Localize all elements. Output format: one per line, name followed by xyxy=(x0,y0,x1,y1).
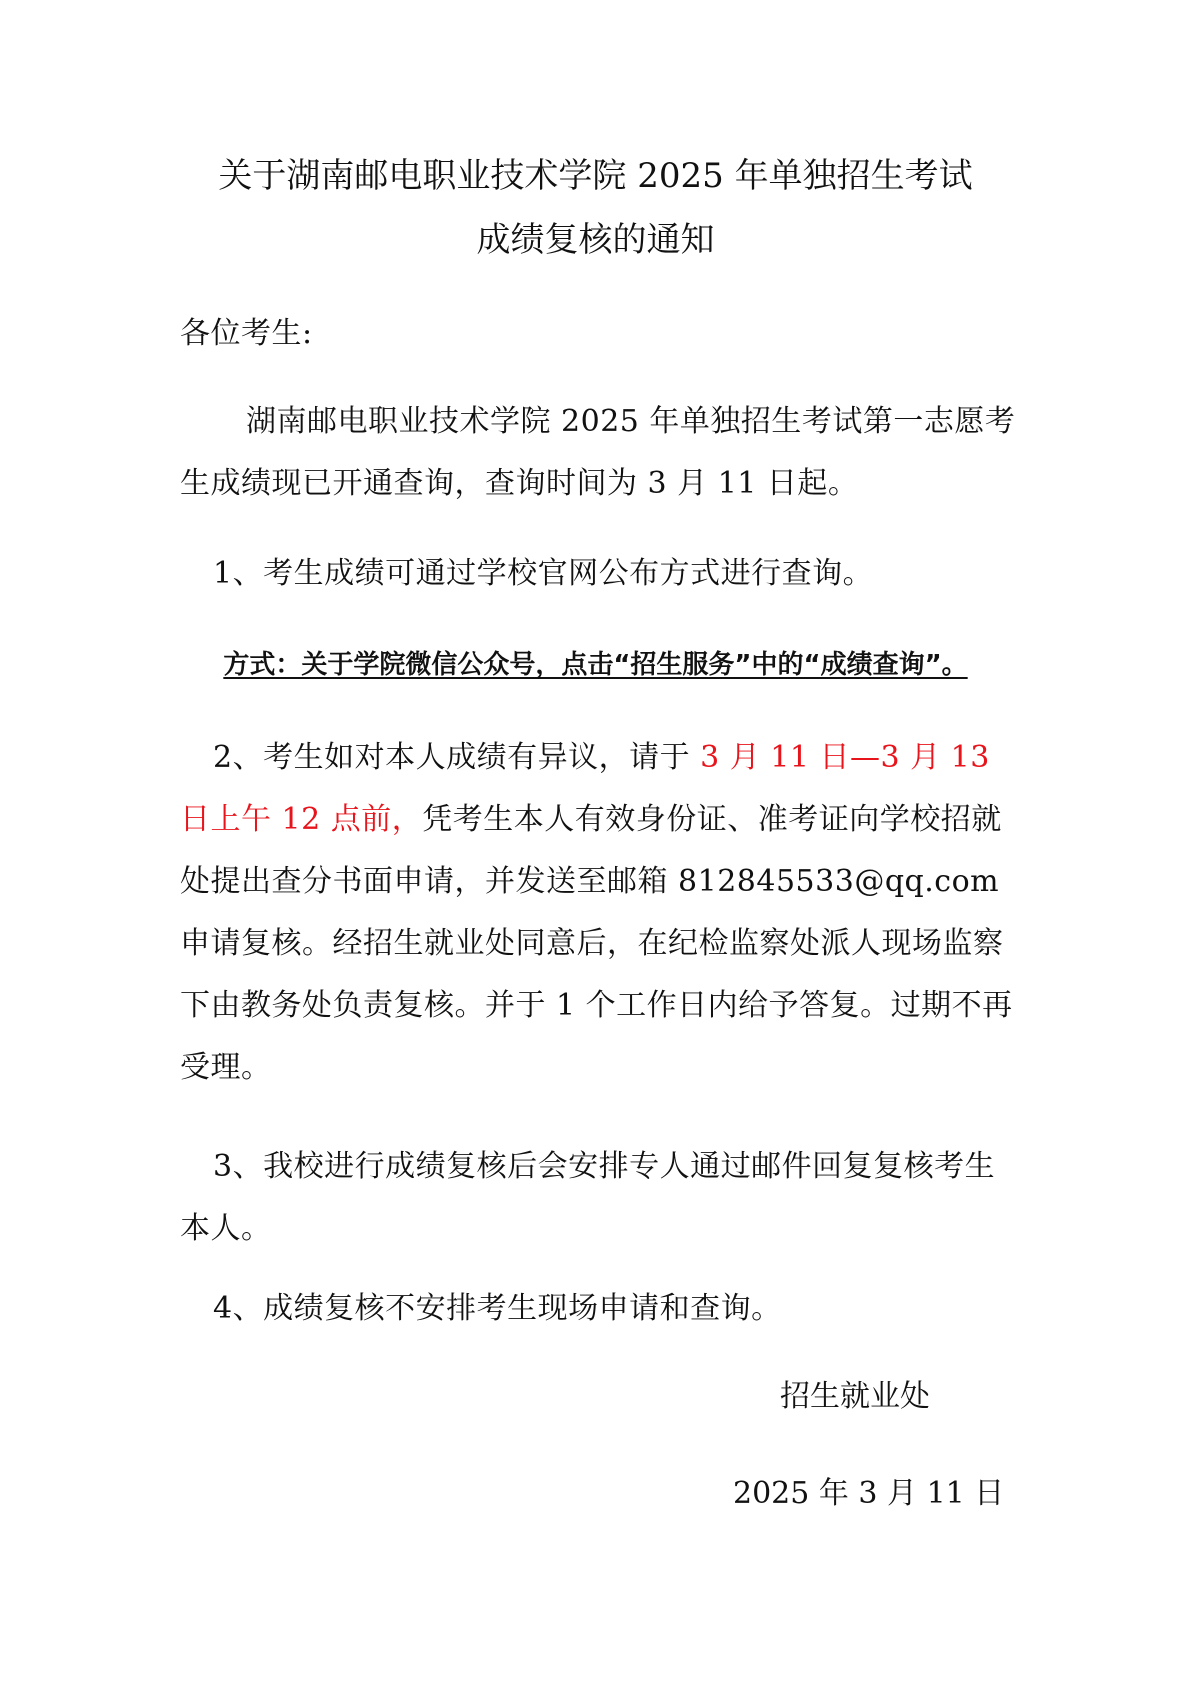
document-title-line-2: 成绩复核的通知 xyxy=(476,220,715,260)
item-1-paragraph: 1、考生成绩可通过学校官网公布方式进行查询。 xyxy=(213,556,874,591)
document-title-line-1: 关于湖南邮电职业技术学院 2025 年单独招生考试 xyxy=(218,156,973,196)
item-3-paragraph: 3、我校进行成绩复核后会安排专人通过邮件回复复核考生本人。 xyxy=(180,1149,996,1246)
item-2-paragraph xyxy=(180,727,1020,1099)
item-2-prefix: 2、考生如对本人成绩有异议，请于 xyxy=(213,740,701,775)
method-note xyxy=(0,645,1191,685)
intro-paragraph: 湖南邮电职业技术学院 2025 年单独招生考试第一志愿考生成绩现已开通查询，查询时间为 3 月 11 日起。 xyxy=(180,404,1016,501)
salutation: 各位考生: xyxy=(180,316,313,351)
item-2-suffix: 凭考生本人有效身份证、准考证向学校招就处提出查分书面申请，并发送至邮箱 812845533@qq.com 申请复核。经招生就业处同意后，在纪检监察处派人现场监察下由教务处负责复核。并于 1 个工作日内给予答复。过期不再受理。 xyxy=(180,802,1013,1085)
item-4-paragraph: 4、成绩复核不安排考生现场申请和查询。 xyxy=(213,1291,782,1326)
signature: 招生就业处 xyxy=(780,1379,930,1414)
item-2-deadline: 3 月 11 日—3 月 13 日上午 12 点前， xyxy=(180,740,990,837)
document-date: 2025 年 3 月 11 日 xyxy=(733,1476,1005,1511)
method-note-text: 方式：关于学院微信公众号，点击“招生服务”中的“成绩查询”。 xyxy=(223,650,968,680)
